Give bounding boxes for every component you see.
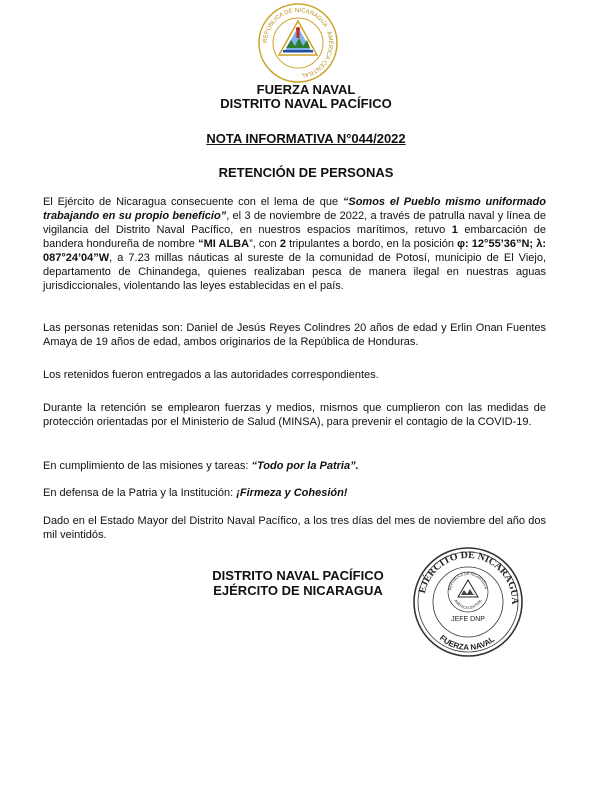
paragraph-defense [43,486,546,500]
svg-text:AMÉRICA CENTRAL [454,599,483,610]
stamp-role-text: JEFE DNP [451,616,485,623]
p1-text6: , a 7.23 millas náuticas al sureste de la comunidad de Potosí, municipio de El Viejo, departamento de Chinandega, quienes realizaban pesca de manera ilegal en nuestras aguas jurisdiccionales, violentando las leyes establecidas en el país. [43,252,546,292]
svg-text:REPÚBLICA DE NICARAGUA [448,572,488,591]
signature-line2: EJÉRCITO DE NICARAGUA [213,583,383,598]
p6-motto: ¡Firmeza y Cohesión! [236,487,348,499]
stamp-inner-top-text: REPÚBLICA DE NICARAGUA [448,571,488,591]
p6-text: En defensa de la Patria y la Institución: [43,487,237,499]
header-fuerza-naval: FUERZA NAVAL [256,82,356,97]
coat-of-arms-seal [257,2,339,84]
p5-text: En cumplimiento de las misiones y tareas: [43,460,252,472]
p1-boat-name: “MI ALBA [198,238,250,250]
paragraph-persons: Las personas retenidas son: Daniel de Jesús Reyes Colindres 20 años de edad y Erlin Onan Fuentes Amaya de 19 años de edad, ambos originarios de la República de Honduras. [43,322,546,348]
svg-text:FUERZA NAVAL [438,633,496,652]
p1-count-crew: 2 [279,238,286,250]
p1-text1: El Ejército de Nicaragua consecuente con el lema de que [43,196,343,208]
paragraph-handover: Los retenidos fueron entregados a las autoridades correspondientes. [43,369,379,381]
header-distrito-naval: DISTRITO NAVAL PACÍFICO [220,96,392,111]
official-stamp [412,546,524,658]
p1-coordinates: φ: 12°55’36”N; λ: 087°24’04”W [43,238,546,264]
paragraph-missions [43,459,546,473]
paragraph-covid-measures: Durante la retención se emplearon fuerzas y medios, mismos que cumplieron con las medidas de protección orientadas por el Ministerio de Salud (MINSA), para prevenir el contagio de la COVID-19. [43,402,546,428]
signature-line1: DISTRITO NAVAL PACÍFICO [212,568,384,583]
paragraph-intro [43,195,546,293]
p1-text5: tripulantes a bordo, en la posición [285,238,458,250]
p1-motto: “Somos el Pueblo mismo uniformado trabajando en su propio beneficio” [43,196,546,222]
stamp-outer-text: EJÉRCITO DE NICARAGUA [416,549,521,605]
p1-text3: embarcación de bandera hondureña de nombre [43,224,546,250]
stamp-inner-bottom-text: AMÉRICA CENTRAL [453,598,483,611]
p1-text4: ”, con [249,238,280,250]
p1-count-boats: 1 [451,224,458,236]
p5-motto: “Todo por la Patria”. [251,460,359,472]
seal-ring-text: REPÚBLICA DE NICARAGUA · AMÉRICA CENTRAL · [262,7,334,79]
paragraph-closing: Dado en el Estado Mayor del Distrito Naval Pacífico, a los tres días del mes de noviembre del año dos mil veintidós. [43,515,546,541]
stamp-unit-text: FUERZA NAVAL [437,633,497,653]
p1-text2: , el 3 de noviembre de 2022, a través de patrulla naval y línea de vigilancia del Distrito Naval Pacífico, en nuestros espacios marítimos, retuvo [43,210,546,236]
nota-informativa-title: NOTA INFORMATIVA N°044/2022 [206,131,406,146]
signature-block [188,568,408,598]
subject-title: RETENCIÓN DE PERSONAS [218,165,394,180]
